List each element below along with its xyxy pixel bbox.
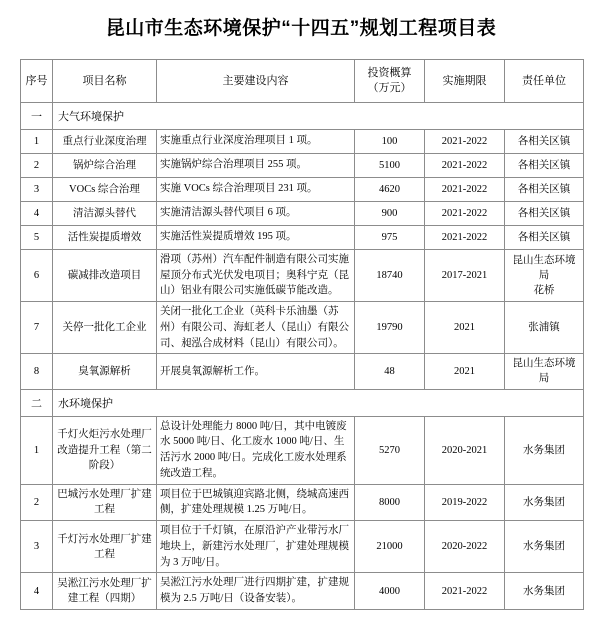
cell-name: 重点行业深度治理 xyxy=(53,129,157,153)
cell-unit xyxy=(505,249,584,301)
cell-unit: 各相关区镇 xyxy=(505,129,584,153)
table-row xyxy=(21,302,584,354)
cell-desc: 实施活性炭提质增效 195 项。 xyxy=(157,225,355,249)
section-label: 大气环境保护 xyxy=(53,102,584,129)
cell-desc: 总设计处理能力 8000 吨/日，其中电镀废水 5000 吨/日、化工废水 1000 吨/日、生活污水 2000 吨/日。完成化工废水处理系统改造工程。 xyxy=(157,416,355,484)
column-header-cost-line2: （万元） xyxy=(367,81,412,94)
cell-cost: 48 xyxy=(355,354,425,389)
cell-seq: 8 xyxy=(21,354,53,389)
cell-period: 2017-2021 xyxy=(425,249,505,301)
cell-unit-line1: 昆山生态环境局 xyxy=(512,254,576,281)
table-row xyxy=(21,129,584,153)
cell-desc: 实施重点行业深度治理项目 1 项。 xyxy=(157,129,355,153)
table-row xyxy=(21,249,584,301)
header-row xyxy=(21,59,584,102)
cell-seq: 2 xyxy=(21,484,53,521)
cell-period: 2021-2022 xyxy=(425,573,505,610)
cell-desc: 滑项（苏州）汽车配件制造有限公司实施屋顶分布式光伏发电项目；奥科宁克（昆山）铝业有限公司实施低碳节能改造。 xyxy=(157,249,355,301)
cell-period: 2020-2022 xyxy=(425,521,505,573)
cell-name: 清洁源头替代 xyxy=(53,201,157,225)
column-header-cost xyxy=(355,59,425,102)
section-number: 二 xyxy=(21,389,53,416)
table-row xyxy=(21,177,584,201)
table-row xyxy=(21,484,584,521)
cell-unit: 各相关区镇 xyxy=(505,153,584,177)
cell-period: 2021-2022 xyxy=(425,225,505,249)
cell-period: 2019-2022 xyxy=(425,484,505,521)
table-row xyxy=(21,201,584,225)
cell-unit: 水务集团 xyxy=(505,573,584,610)
column-header-period: 实施期限 xyxy=(425,59,505,102)
cell-name: 巴城污水处理厂扩建工程 xyxy=(53,484,157,521)
cell-seq: 1 xyxy=(21,416,53,484)
table-row xyxy=(21,521,584,573)
cell-seq: 7 xyxy=(21,302,53,354)
cell-seq: 3 xyxy=(21,177,53,201)
cell-cost: 5270 xyxy=(355,416,425,484)
cell-period: 2021-2022 xyxy=(425,201,505,225)
cell-seq: 5 xyxy=(21,225,53,249)
cell-name: 千灯火炬污水处理厂改造提升工程（第二阶段） xyxy=(53,416,157,484)
cell-seq: 4 xyxy=(21,573,53,610)
cell-unit: 各相关区镇 xyxy=(505,201,584,225)
cell-seq: 1 xyxy=(21,129,53,153)
table-row xyxy=(21,153,584,177)
cell-unit: 昆山生态环境局 xyxy=(505,354,584,389)
cell-period: 2021-2022 xyxy=(425,177,505,201)
section-number: 一 xyxy=(21,102,53,129)
table-row xyxy=(21,354,584,389)
cell-period: 2021-2022 xyxy=(425,129,505,153)
table-header xyxy=(21,59,584,102)
cell-name: 千灯污水处理厂扩建工程 xyxy=(53,521,157,573)
column-header-cost-line1: 投资概算 xyxy=(367,67,412,80)
cell-desc: 实施 VOCs 综合治理项目 231 项。 xyxy=(157,177,355,201)
table-row xyxy=(21,416,584,484)
cell-desc: 关闭一批化工企业（英科卡乐油墨（苏州）有限公司、海虹老人（昆山）有限公司、昶泓合成材料（昆山）有限公司）。 xyxy=(157,302,355,354)
column-header-desc: 主要建设内容 xyxy=(157,59,355,102)
cell-period: 2021 xyxy=(425,354,505,389)
section-header-row xyxy=(21,102,584,129)
cell-seq: 2 xyxy=(21,153,53,177)
cell-cost: 975 xyxy=(355,225,425,249)
cell-cost: 18740 xyxy=(355,249,425,301)
cell-cost: 4000 xyxy=(355,573,425,610)
table-body xyxy=(21,102,584,609)
cell-desc: 吴淞江污水处理厂进行四期扩建，扩建规模为 2.5 万吨/日（设备安装）。 xyxy=(157,573,355,610)
cell-name: 碳减排改造项目 xyxy=(53,249,157,301)
column-header-seq: 序号 xyxy=(21,59,53,102)
project-table-container xyxy=(20,59,583,610)
section-header-row xyxy=(21,389,584,416)
cell-name: 臭氧源解析 xyxy=(53,354,157,389)
cell-name: VOCs 综合治理 xyxy=(53,177,157,201)
table-row xyxy=(21,225,584,249)
cell-desc: 项目位于巴城镇迎宾路北侧，绕城高速西侧，扩建处理规模 1.25 万吨/日。 xyxy=(157,484,355,521)
page-title: 昆山市生态环境保护“十四五”规划工程项目表 xyxy=(105,18,497,39)
project-table xyxy=(20,59,584,610)
cell-period: 2021 xyxy=(425,302,505,354)
cell-seq: 4 xyxy=(21,201,53,225)
cell-name: 吴淞江污水处理厂扩建工程（四期） xyxy=(53,573,157,610)
cell-cost: 21000 xyxy=(355,521,425,573)
cell-cost: 19790 xyxy=(355,302,425,354)
cell-seq: 3 xyxy=(21,521,53,573)
column-header-unit: 责任单位 xyxy=(505,59,584,102)
cell-unit: 各相关区镇 xyxy=(505,225,584,249)
cell-desc: 开展臭氧源解析工作。 xyxy=(157,354,355,389)
cell-unit: 各相关区镇 xyxy=(505,177,584,201)
cell-period: 2020-2021 xyxy=(425,416,505,484)
cell-desc: 实施锅炉综合治理项目 255 项。 xyxy=(157,153,355,177)
column-header-name: 项目名称 xyxy=(53,59,157,102)
cell-name: 关停一批化工企业 xyxy=(53,302,157,354)
cell-desc: 实施清洁源头替代项目 6 项。 xyxy=(157,201,355,225)
cell-unit: 张浦镇 xyxy=(505,302,584,354)
cell-cost: 900 xyxy=(355,201,425,225)
cell-unit: 水务集团 xyxy=(505,416,584,484)
cell-cost: 4620 xyxy=(355,177,425,201)
cell-name: 活性炭提质增效 xyxy=(53,225,157,249)
cell-unit: 水务集团 xyxy=(505,484,584,521)
cell-name: 锅炉综合治理 xyxy=(53,153,157,177)
cell-unit: 水务集团 xyxy=(505,521,584,573)
cell-period: 2021-2022 xyxy=(425,153,505,177)
cell-unit-line2: 花桥 xyxy=(533,284,555,296)
cell-seq: 6 xyxy=(21,249,53,301)
cell-cost: 8000 xyxy=(355,484,425,521)
cell-cost: 100 xyxy=(355,129,425,153)
cell-cost: 5100 xyxy=(355,153,425,177)
cell-desc: 项目位于千灯镇，在原沿沪产业带污水厂地块上，新建污水处理厂，扩建处理规模为 3 万吨/日。 xyxy=(157,521,355,573)
section-label: 水环境保护 xyxy=(53,389,584,416)
table-row xyxy=(21,573,584,610)
